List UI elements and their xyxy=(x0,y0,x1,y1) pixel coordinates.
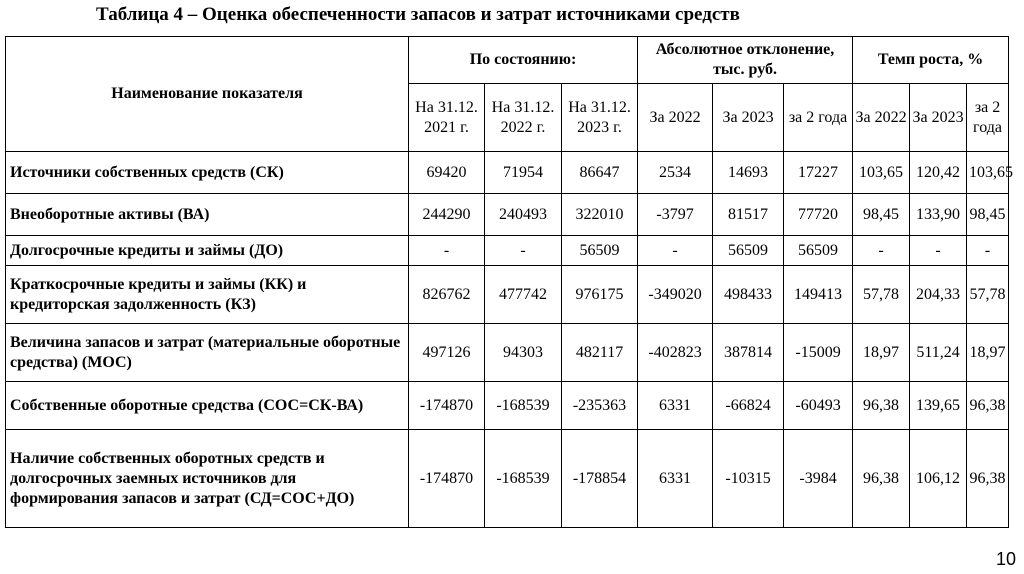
subheader-cell: за 2 года xyxy=(967,84,1009,152)
cell: 6331 xyxy=(638,382,713,430)
cell: 96,38 xyxy=(967,382,1009,430)
cell: -178854 xyxy=(562,430,638,528)
cell: - xyxy=(853,236,910,266)
supply-table xyxy=(5,36,1014,528)
cell: - xyxy=(967,236,1009,266)
cell: 477742 xyxy=(485,266,562,324)
cell: 56509 xyxy=(784,236,853,266)
cell: 96,38 xyxy=(853,382,910,430)
cell: 133,90 xyxy=(910,194,967,236)
cell: 14693 xyxy=(713,152,784,194)
cell: 56509 xyxy=(562,236,638,266)
cell: 103,65 xyxy=(853,152,910,194)
subheader-cell: На 31.12. 2021 г. xyxy=(409,84,485,152)
table-row xyxy=(6,382,1009,430)
row-name: Величина запасов и затрат (материальные оборотные средства) (МОС) xyxy=(6,324,409,382)
cell: 17227 xyxy=(784,152,853,194)
cell: 826762 xyxy=(409,266,485,324)
cell: 498433 xyxy=(713,266,784,324)
cell: 56509 xyxy=(713,236,784,266)
cell: -3984 xyxy=(784,430,853,528)
cell: 6331 xyxy=(638,430,713,528)
header-group-rate: Темп роста, % xyxy=(853,37,1009,84)
row-name: Собственные оборотные средства (СОС=СК-ВА) xyxy=(6,382,409,430)
cell: - xyxy=(485,236,562,266)
row-name: Источники собственных средств (СК) xyxy=(6,152,409,194)
subheader-cell: за 2 года xyxy=(784,84,853,152)
cell: -349020 xyxy=(638,266,713,324)
cell: -66824 xyxy=(713,382,784,430)
table-title: Таблица 4 – Оценка обеспеченности запасов и затрат источниками средств xyxy=(96,4,740,25)
cell: 57,78 xyxy=(853,266,910,324)
cell: 204,33 xyxy=(910,266,967,324)
cell: 81517 xyxy=(713,194,784,236)
cell: 86647 xyxy=(562,152,638,194)
cell: 71954 xyxy=(485,152,562,194)
cell: 387814 xyxy=(713,324,784,382)
header-name: Наименование показателя xyxy=(6,37,409,152)
cell: 497126 xyxy=(409,324,485,382)
page-number: 10 xyxy=(995,549,1016,569)
cell: -235363 xyxy=(562,382,638,430)
table-row xyxy=(6,266,1009,324)
cell: 96,38 xyxy=(967,430,1009,528)
row-name: Внеоборотные активы (ВА) xyxy=(6,194,409,236)
cell: - xyxy=(910,236,967,266)
header-group-state: По состоянию: xyxy=(409,37,638,84)
table-row xyxy=(6,194,1009,236)
cell: 511,24 xyxy=(910,324,967,382)
header-group-abs: Абсолютное отклонение, тыс. руб. xyxy=(638,37,853,84)
row-name: Наличие собственных оборотных средств и долгосрочных заемных источников для формирования запасов и затрат (СД=СОС+ДО) xyxy=(6,430,409,528)
cell: 2534 xyxy=(638,152,713,194)
cell: 976175 xyxy=(562,266,638,324)
subheader-cell: На 31.12. 2022 г. xyxy=(485,84,562,152)
cell: - xyxy=(638,236,713,266)
cell: 77720 xyxy=(784,194,853,236)
cell: 96,38 xyxy=(853,430,910,528)
cell: -168539 xyxy=(485,430,562,528)
cell: -168539 xyxy=(485,382,562,430)
table-row xyxy=(6,324,1009,382)
cell: 94303 xyxy=(485,324,562,382)
cell: 482117 xyxy=(562,324,638,382)
cell: 98,45 xyxy=(853,194,910,236)
cell: 322010 xyxy=(562,194,638,236)
cell: -15009 xyxy=(784,324,853,382)
cell: 240493 xyxy=(485,194,562,236)
cell: 139,65 xyxy=(910,382,967,430)
cell: 18,97 xyxy=(967,324,1009,382)
row-name: Краткосрочные кредиты и займы (КК) и кредиторская задолженность (КЗ) xyxy=(6,266,409,324)
cell: 98,45 xyxy=(967,194,1009,236)
subheader-cell: За 2023 xyxy=(713,84,784,152)
cell: 244290 xyxy=(409,194,485,236)
cell: -60493 xyxy=(784,382,853,430)
subheader-cell: За 2022 xyxy=(638,84,713,152)
cell: -174870 xyxy=(409,382,485,430)
cell: 106,12 xyxy=(910,430,967,528)
cell: 120,42 xyxy=(910,152,967,194)
table-row xyxy=(6,430,1009,528)
cell: -10315 xyxy=(713,430,784,528)
cell: -174870 xyxy=(409,430,485,528)
cell: 18,97 xyxy=(853,324,910,382)
cell: -402823 xyxy=(638,324,713,382)
cell: 69420 xyxy=(409,152,485,194)
table-row xyxy=(6,152,1009,194)
subheader-cell: За 2022 xyxy=(853,84,910,152)
cell: -3797 xyxy=(638,194,713,236)
subheader-cell: На 31.12. 2023 г. xyxy=(562,84,638,152)
cell: - xyxy=(409,236,485,266)
subheader-cell: За 2023 xyxy=(910,84,967,152)
cell: 149413 xyxy=(784,266,853,324)
table-row xyxy=(6,236,1009,266)
cell: 57,78 xyxy=(967,266,1009,324)
cell: 103,65 xyxy=(967,152,1009,194)
row-name: Долгосрочные кредиты и займы (ДО) xyxy=(6,236,409,266)
